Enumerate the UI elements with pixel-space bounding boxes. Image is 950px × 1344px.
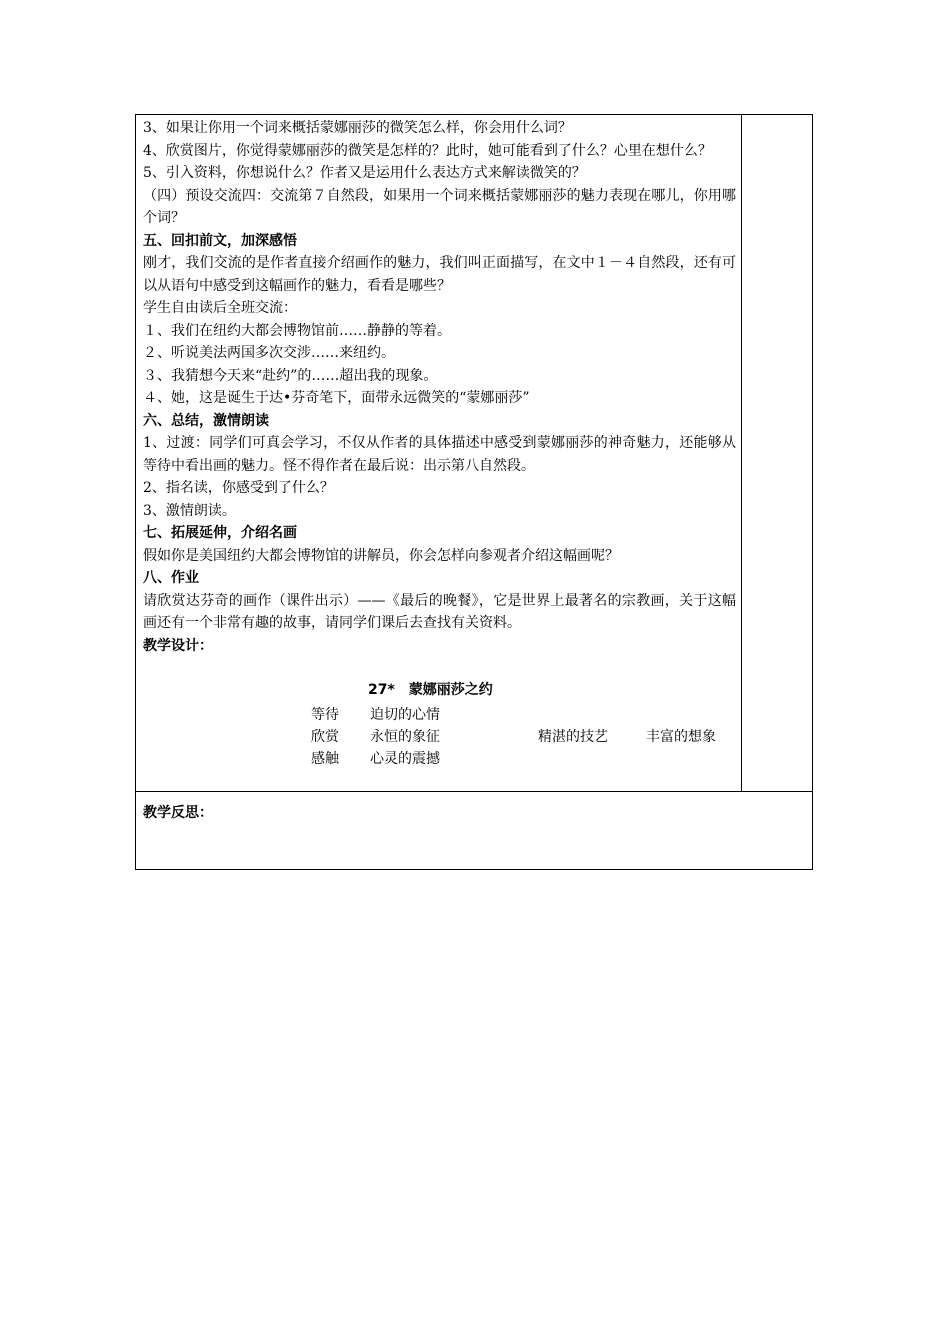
lesson-content [143,117,736,657]
design-text: 迫切的心情 [370,707,440,723]
text-line: ３、我猜想今天来“赴约”的……超出我的现象。 [143,367,438,384]
section-heading: 六、总结，激情朗读 [143,412,269,429]
design-text: 心灵的震撼 [370,751,440,767]
text-line: （四）预设交流四：交流第７自然段，如果用一个词来概括蒙娜丽莎的魅力表现在哪儿，你用哪个词？ [143,187,736,226]
text-line: 刚才，我们交流的是作者直接介绍画作的魅力，我们叫正面描写，在文中１－４自然段，还有可以从语句中感受到这幅画作的魅力，看看是哪些？ [143,255,736,294]
row-divider [135,791,813,792]
text-line: 1、过渡：同学们可真会学习，不仅从作者的具体描述中感受到蒙娜丽莎的神奇魅力，还能够从等待中看出画的魅力。怪不得作者在最后说：出示第八自然段。 [143,435,736,474]
text-line: ４、她，这是诞生于达•芬奇笔下，面带永远微笑的“蒙娜丽莎” [143,390,530,406]
design-text: 精湛的技艺 [538,729,608,745]
reflection-label: 教学反思： [143,805,213,821]
column-divider [741,114,742,792]
text-line: 请欣赏达芬奇的画作（课件出示）——《最后的晚餐》，它是世界上最著名的宗教画，关于这幅画还有一个非常有趣的故事，请同学们课后去查找有关资料。 [143,592,736,631]
design-text: 永恒的象征 [370,729,440,745]
design-label: 感触 [311,751,339,767]
design-label: 欣赏 [311,729,339,745]
section-heading: 五、回扣前文，加深感悟 [143,232,297,249]
text-line: 3、如果让你用一个词来概括蒙娜丽莎的微笑怎么样，你会用什么词？ [143,120,572,136]
text-line: 3、激情朗读。 [143,502,236,519]
design-title: 27* 蒙娜丽莎之约 [368,682,493,698]
section-heading: 八、作业 [143,570,199,586]
text-line: 学生自由读后全班交流： [143,300,297,316]
design-label: 等待 [311,707,339,723]
text-line: 假如你是美国纽约大都会博物馆的讲解员，你会怎样向参观者介绍这幅画呢？ [143,547,619,564]
section-heading: 七、拓展延伸，介绍名画 [143,525,297,541]
text-line: ２、听说美法两国多次交涉……来纽约。 [143,345,395,361]
text-line: １、我们在纽约大都会博物馆前……静静的等着。 [143,322,451,339]
text-line: 5、引入资料，你想说什么？作者又是运用什么表达方式来解读微笑的？ [143,165,586,181]
section-heading: 教学设计： [143,637,213,654]
text-line: 2、指名读，你感受到了什么？ [143,480,334,496]
text-line: 4、欣赏图片，你觉得蒙娜丽莎的微笑是怎样的？此时，她可能看到了什么？心里在想什么？ [143,142,712,159]
design-text: 丰富的想象 [646,729,716,745]
